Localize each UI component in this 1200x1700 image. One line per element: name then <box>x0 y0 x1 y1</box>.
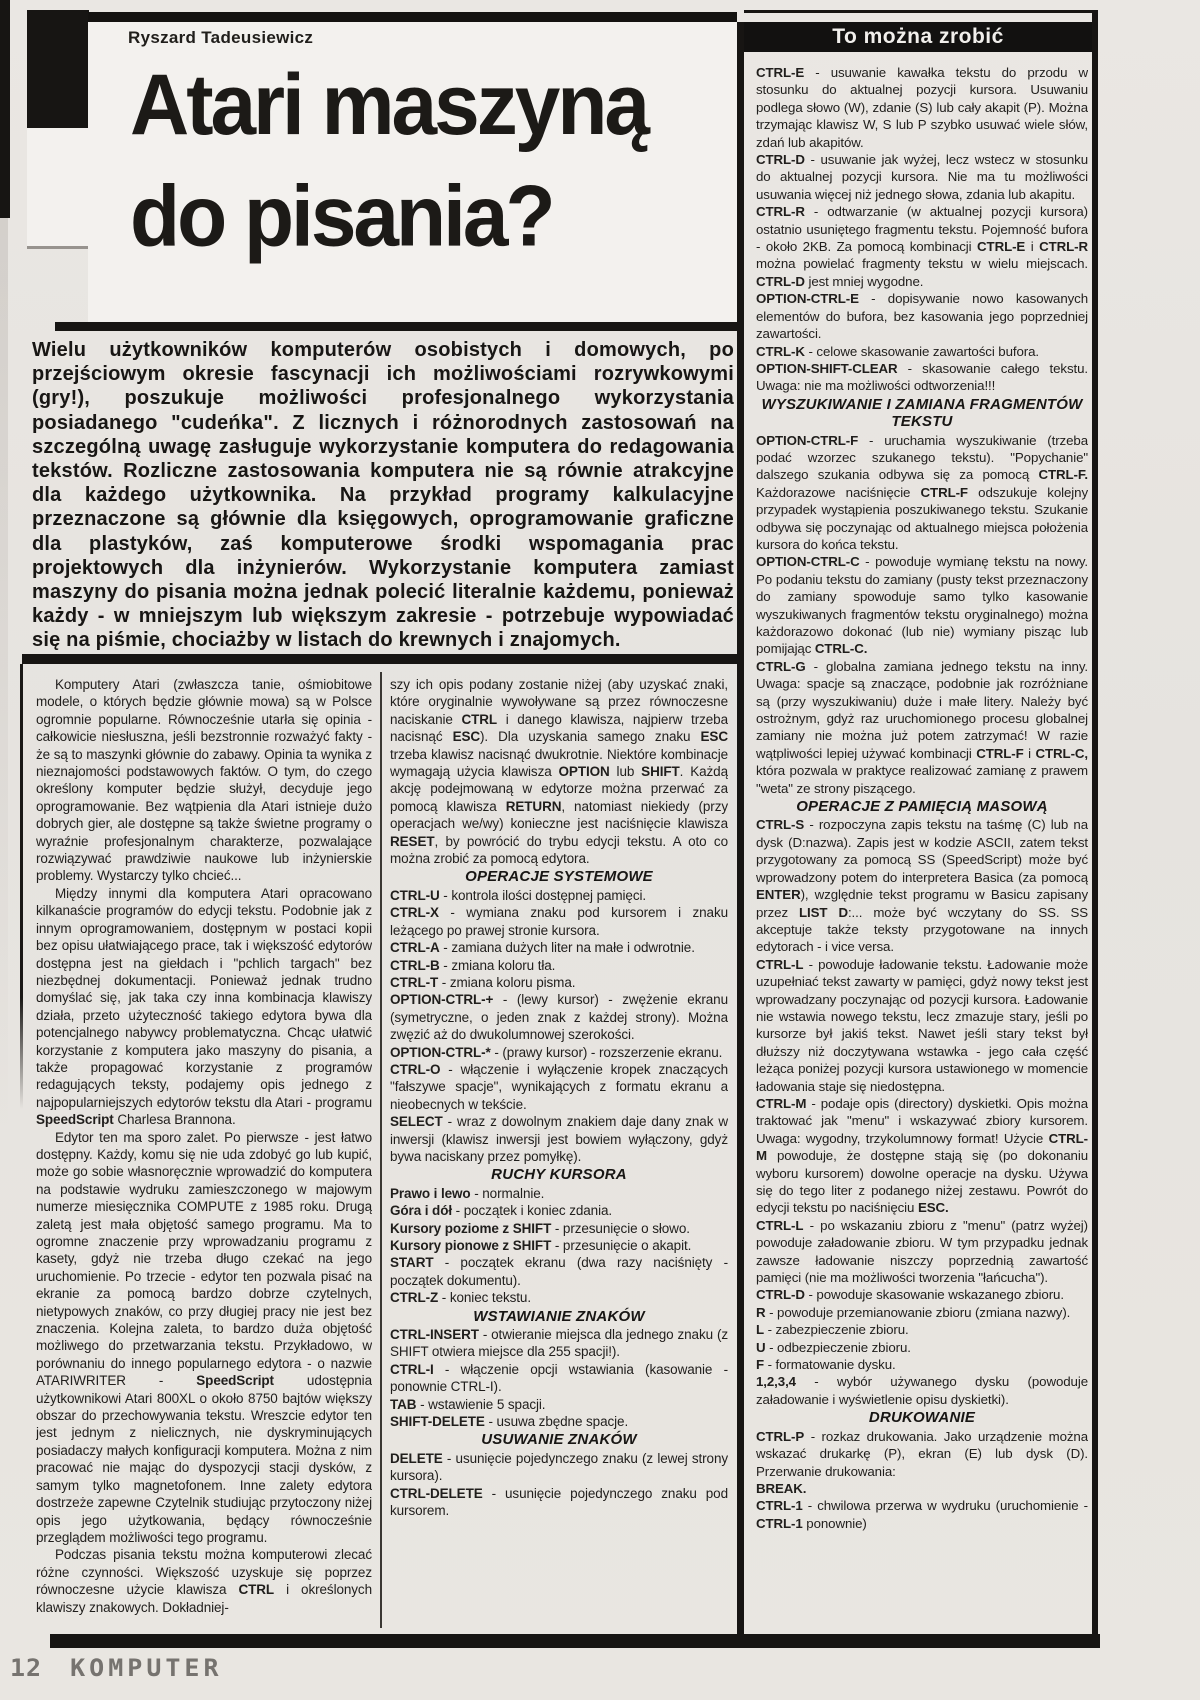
command-entry: CTRL-Z - koniec tekstu. <box>390 1290 531 1306</box>
command-entry: OPTION-CTRL-* - (prawy kursor) - rozszerzenie ekranu. <box>390 1044 723 1060</box>
command-entry: CTRL-1 - chwilowa przerwa w wydruku (uruchomienie - CTRL-1 ponownie) <box>756 1498 1088 1531</box>
command-key: CTRL-O <box>390 1061 441 1077</box>
command-entry: CTRL-D - powoduje skasowanie wskazanego zbioru. <box>756 1287 1064 1303</box>
sidebar-right-border <box>1092 10 1098 1636</box>
command-key: OPTION-CTRL-F <box>756 432 859 448</box>
paragraph: Edytor ten ma sporo zalet. Po pierwsze - jest łatwo dostępny. Każdy, komu się nie uda zdobyć go lub kupić, może go sobie własnoręcznie wprowadzić do komputera na podstawie wydruku zamieszczonego w majowym numerze miesięcznika COMPUTE z 1985 roku. Drugą zaletą jest mała objętość samego programu. Ma to ogromne znaczenie przy wprowadzaniu programu z kasety, gdyż nie trzeba długo czekać na jego uruchomienie. Po trzecie - edytor ten pozwala pisać na ekranie za pomocą bardzo dobrze czytelnych, nietypowych znaków, co przy długiej pracy nie jest bez znaczenia. Kolejna zaleta, to bardzo duża objętość możliwego do przetwarzania tekstu. Przykładowo, w porównaniu do innego popularnego edytora - o nazwie ATARIWRITER - SpeedScript udostępnia użytkownikowi Atari 800XL o około 8750 bajtów większy obszar do przechowywania tekstu. Wreszcie edytor ten jest jednym z nielicznych, nie dyskryminujących posiadaczy małych konfiguracji komputera. Można z nim pracować nie mając do dyspozycji stacji dysków, z samym tylko magnetofonem. Inne zalety edytora dostrzeże zapewne Czytelnik studiując przytoczony niżej opis jego użytkowania, będący równocześnie przeglądem możliwości tego programu. <box>36 1129 372 1545</box>
command-key: BREAK. <box>756 1480 807 1496</box>
command-entry: OPTION-CTRL-E - dopisywanie nowo kasowanych elementów do bufora, bez kasowania jego poprzedniej zawartości. <box>756 291 1088 342</box>
command-entry: CTRL-O - włączenie i wyłączenie kropek znaczących "fałszywe spacje", wynikających z formatu ekranu a nieobecnych w tekście. <box>390 1061 728 1112</box>
command-entry: CTRL-INSERT - otwieranie miejsca dla jednego znaku (z SHIFT otwiera miejsce dla 255 spacji!). <box>390 1327 728 1360</box>
command-entry: Kursory pionowe z SHIFT - przesunięcie o akapit. <box>390 1238 692 1253</box>
sidebar-left-border <box>737 22 744 1634</box>
command-key: Prawo i lewo <box>390 1185 471 1201</box>
command-entry: CTRL-X - wymiana znaku pod kursorem i znaku leżącego po prawej stronie kursora. <box>390 905 728 938</box>
command-entry: U - odbezpieczenie zbioru. <box>756 1339 911 1355</box>
command-key: CTRL-L <box>756 956 804 972</box>
command-entry: CTRL-S - rozpoczyna zapis tekstu na taśmę (C) lub na dysk (D:nazwa). Zapis jest w kodzie ASCII, zatem tekst przygotowany za pomocą SS (SpeedScript) może być wprowadzony potem do interpretera Basica (za pomocą ENTER), względnie tekst programu w Basicu zapisany przez LIST D:... może być wczytany do SS. SS akceptuje także teksty przygotowane na innych edytorach - i vice versa. <box>756 817 1088 955</box>
command-entry: CTRL-D - usuwanie jak wyżej, lecz wstecz w stosunku do aktualnej pozycji kursora. Nie ma tu możliwości usuwania więcej niż jednego słowa, zdania lub akapitu. <box>756 152 1088 202</box>
sidebar-header: To można zrobić <box>744 22 1092 52</box>
command-key: CTRL-T <box>390 974 439 990</box>
command-key: CTRL-INSERT <box>390 1327 479 1343</box>
command-entry: OPTION-CTRL-+ - (lewy kursor) - zwężenie ekranu (symetryczne, o jeden znak z każdej strony). Można zwęzić aż do dwukolumnowej szerokości. <box>390 992 728 1043</box>
command-entry: CTRL-P - rozkaz drukowania. Jako urządzenie można wskazać drukarkę (P), ekran (E) lub dysk (D). Przerwanie drukowania: <box>756 1428 1088 1479</box>
command-key: Kursory pionowe z SHIFT <box>390 1238 552 1253</box>
left-edge-shadow <box>0 218 8 1298</box>
command-key: CTRL-DELETE <box>390 1485 483 1501</box>
command-key: CTRL-G <box>756 658 806 674</box>
command-key: SHIFT-DELETE <box>390 1414 485 1430</box>
command-key: CTRL-S <box>756 817 805 833</box>
command-key: CTRL-Z <box>390 1290 439 1306</box>
column-divider <box>380 672 382 1628</box>
command-entry: CTRL-DELETE - usunięcie pojedynczego znaku pod kursorem. <box>390 1485 728 1519</box>
command-key: OPTION-CTRL-C <box>756 554 860 570</box>
section-heading: USUWANIE ZNAKÓW <box>481 1431 637 1449</box>
command-key: SELECT <box>390 1114 443 1130</box>
command-entry: CTRL-U - kontrola ilości dostępnej pamięci. <box>390 887 647 903</box>
command-entry: CTRL-T - zmiana koloru pisma. <box>390 974 576 990</box>
command-key: CTRL-1 <box>756 1498 803 1514</box>
command-key: CTRL-L <box>756 1217 804 1233</box>
command-key: R <box>756 1304 766 1320</box>
command-key: CTRL-K <box>756 343 805 359</box>
magazine-logo: KOMPUTER <box>70 1654 223 1682</box>
article-column-left <box>36 676 372 1628</box>
command-key: DELETE <box>390 1450 443 1466</box>
paragraph: Podczas pisania tekstu można komputerowi zlecać różne czynności. Większość uzyskuje się poprzez równoczesne użycie klawisza CTRL i określonych klawiszy znakowych. Dokładniej- <box>36 1547 372 1615</box>
command-entry: CTRL-M - podaje opis (directory) dyskietki. Opis można traktować jak "menu" i wskazywać zbiory kursorem. Uwaga: wygodny, trzykolumnowy format! Użycie CTRL-M powoduje, że dostępne stają się (po dokonaniu wyboru kursorem) dowolne operacje na dysku. Używa się do tego liter z podanego niżej zestawu. Powrót do edycji tekstu po naciśnięciu ESC. <box>756 1095 1088 1216</box>
command-entry: DELETE - usunięcie pojedynczego znaku (z lewej strony kursora). <box>390 1450 728 1484</box>
command-key: CTRL-E <box>756 65 805 80</box>
author-byline: Ryszard Tadeusiewicz <box>128 28 314 47</box>
command-entry: OPTION-CTRL-C - powoduje wymianę tekstu na nowy. Po podaniu tekstu do zamiany (pusty tekst przeznaczony do zamiany spowoduje samo tylko kasowanie wyszukiwanych fragmentów tekstu oryginalnego) można każdorazowo dokonać (lub nie) wymiany pisząc lub pomijając CTRL-C. <box>756 554 1088 657</box>
bottom-rule <box>50 1634 1100 1648</box>
command-entry: F - formatowanie dysku. <box>756 1357 896 1373</box>
command-entry: SELECT - wraz z dowolnym znakiem daje dany znak w inwersji (klawisz inwersji jest bowiem wyłączony, gdyż bywa naciskany przez pomyłkę). <box>390 1114 728 1164</box>
sidebar-top-rule <box>744 10 1098 13</box>
section-heading: DRUKOWANIE <box>868 1409 976 1427</box>
command-key: U <box>756 1339 766 1355</box>
command-entry: OPTION-SHIFT-CLEAR - skasowanie całego tekstu. Uwaga: nie ma możliwości odtworzenia!!! <box>756 360 1088 394</box>
page-footer <box>10 1654 223 1682</box>
command-entry: CTRL-G - globalna zamiana jednego tekstu na inny. Uwaga: spacje są znaczące, podobnie jak rozróżniane są (przy wyszukiwaniu) duże i małe litery. Należy być ostrożnym, gdyż raz uruchomionego procesu globalnej zamiany nie można już potem zatrzymać! W razie wątpliwości lepiej używać kombinacji CTRL-F i CTRL-C, która pozwala w praktyce realizować zamianę z prawem "weta" ze strony piszącego. <box>756 658 1088 796</box>
section-heading: WSTAWIANIE ZNAKÓW <box>473 1307 645 1325</box>
command-key: START <box>390 1255 434 1271</box>
sidebar-column <box>756 64 1088 1630</box>
command-entry: Góra i dół - początek i koniec zdania. <box>390 1203 613 1219</box>
command-entry: OPTION-CTRL-F - uruchamia wyszukiwanie (trzeba podać wzorzec szukanego tekstu). "Popychanie" dalszego szukania odbywa się za pomocą CTRL-F. Każdorazowe naciśnięcie CTRL-F odszukuje kolejny przypadek wystąpienia poszukiwanego tekstu. Szukanie odbywa się poczynając od aktualnego miejsca położenia kursora do końca tekstu. <box>756 432 1088 552</box>
body-left-rule <box>20 664 23 1109</box>
command-key: CTRL-R <box>756 204 805 220</box>
paragraph: szy ich opis podany zostanie niżej (aby uzyskać znaki, które oryginalnie wywoływane są przez równoczesne naciskanie CTRL i danego klawisza, najpierw trzeba nacisnąć ESC). Dla uzyskania samego znaku ESC trzeba klawisz nacisnąć dwukrotnie. Niektóre kombinacje wymagają użycia klawisza OPTION lub SHIFT. Każdą akcję podejmowaną w edytorze można przerwać za pomocą klawisza RETURN, natomiast niekiedy (przy operacjach we/wy) konieczne jest naciśnięcie klawisza RESET, by powrócić do trybu edycji tekstu. A oto co można zrobić za pomocą edytora. <box>390 677 728 867</box>
command-key: CTRL-A <box>390 940 440 956</box>
section-heading: OPERACJE Z PAMIĘCIĄ MASOWĄ <box>796 798 1048 816</box>
command-entry: START - początek ekranu (dwa razy naciśnięty - początek dokumentu). <box>390 1255 728 1288</box>
section-heading: RUCHY KURSORA <box>491 1166 627 1184</box>
command-key: OPTION-CTRL-* <box>390 1044 491 1060</box>
command-entry: CTRL-B - zmiana koloru tła. <box>390 957 556 973</box>
command-key: CTRL-D <box>756 152 805 168</box>
title-top-bar <box>88 12 737 22</box>
article-lead: Wielu użytkowników komputerów osobistych i domowych, po przejściowym okresie fascynacji ich możliwościami rozrywkowymi (gry!), poszukuje możliwości profesjonalnego wykorzystania posiadanego "cudeńka". Z licznych i różnorodnych zastosowań na szczególną uwagę zasługuje wykorzystanie komputera do redagowania tekstów. Rozliczne zastosowania komputera nie są równie atrakcyjne dla każdego użytkownika. Na przykład programy kalkulacyjne przeznaczone są głównie dla księgowych, oprogramowanie graficzne dla plastyków, zaś komputerowe środki wspomagania prac projektowych dla inżynierów. Wykorzystanie komputera zamiast maszyny do pisania można jednak polecić literalnie każdemu, ponieważ każdy - w mniejszym lub większym zakresie - potrzebuje wypowiadać się na piśmie, chociażby w listach do krewnych i znajomych. <box>32 339 734 652</box>
command-key: Kursory poziome z SHIFT <box>390 1220 552 1236</box>
command-entry: L - zabezpieczenie zbioru. <box>756 1322 909 1338</box>
command-entry: CTRL-L - po wskazaniu zbioru z "menu" (patrz wyżej) powoduje załadowanie zbioru. W tym przypadku jednak zawsze ładowanie niszczy poprzednią zawartość pamięci (nie ma możliwości tworzenia "łańcucha"). <box>756 1217 1088 1286</box>
paragraph: Komputery Atari (zwłaszcza tanie, ośmiobitowe modele, o których będzie głównie mowa) są w Polsce ogromnie popularne. Równocześnie utarła się opinia - całkowicie niesłuszna, jeśli bezstronnie rozważyć fakty - że są to maszynki głównie do zabawy. Opinia ta wynika z nieznajomości podstawowych faktów. O tym, do czego określony komputer będzie służył, decyduje jego oprogramowanie. Bez wątpienia dla Atari istnieje dużo dobrych gier, ale dostępne są także świetne programy o wyraźnie profesjonalnym charakterze, pozwalające rozwiązywać prawdziwie naukowe lub inżynierskie problemy. Wystarczy tylko chcieć... <box>36 677 372 884</box>
command-key: CTRL-X <box>390 905 439 921</box>
section-heading: OPERACJE SYSTEMOWE <box>465 868 653 886</box>
left-edge-bar <box>0 0 10 218</box>
command-key: 1,2,3,4 <box>756 1374 796 1390</box>
command-entry: Kursory poziome z SHIFT - przesunięcie o słowo. <box>390 1220 690 1236</box>
command-entry: TAB - wstawienie 5 spacji. <box>390 1396 546 1412</box>
paragraph: Między innymi dla komputera Atari opracowano kilkanaście programów do edycji tekstu. Podobnie jak z innym oprogramowaniem, dostępnym w postaci kopii bez opisu ułatwiającego prace, tak i większość edytorów dostępna jest na giełdach i "pchlich targach" bez niezbędnej dokumentacji. Ponieważ jednak trudno domyślać się, jak taka czy inna kombinacja klawiszy działa, przeto użyteczność takiego edytora bywa dla potencjalnego nabywcy problematyczna. Chcąc ułatwić korzystanie z komputera jako maszyny do pisania, a także propagować korzystanie z programów redagujących teksty, podajemy opis jednego z najpopularniejszych edytorów tekstu dla Atari - programu SpeedScript Charlesa Brannona. <box>36 885 372 1128</box>
command-key: OPTION-CTRL-+ <box>390 992 494 1008</box>
page-number: 12 <box>10 1654 43 1682</box>
command-key: L <box>756 1322 765 1338</box>
command-entry <box>756 1480 1088 1497</box>
command-entry: CTRL-I - włączenie opcji wstawiania (kasowanie - ponownie CTRL-I). <box>390 1361 728 1395</box>
command-entry: CTRL-K - celowe skasowanie zawartości bufora. <box>756 343 1039 359</box>
article-title-line1: Atari maszyną <box>130 57 648 153</box>
command-entry: 1,2,3,4 - wybór używanego dysku (powoduje załadowanie i wyświetlenie opisu dyskietki). <box>756 1374 1088 1407</box>
article-title-line2: do pisania? <box>130 168 553 265</box>
command-key: CTRL-M <box>756 1095 807 1111</box>
command-key: CTRL-U <box>390 887 440 903</box>
corner-black-block <box>27 10 89 128</box>
command-key: Góra i dół <box>390 1203 453 1219</box>
command-key: F <box>756 1357 765 1373</box>
command-entry: CTRL-E - usuwanie kawałka tekstu do przodu w stosunku do aktualnej pozycji kursora. Usuwaniu podlega słowo (W), zdanie (S) lub cały akapit (P). Można trzymając klawisz W, S lub P szybko usuwać wiele słów, zdań lub akapitów. <box>756 65 1088 150</box>
command-key: CTRL-B <box>390 957 440 973</box>
command-key: CTRL-I <box>390 1361 434 1377</box>
command-entry: SHIFT-DELETE - usuwa zbędne spacje. <box>390 1414 629 1430</box>
command-key: CTRL-P <box>756 1428 805 1444</box>
command-entry: CTRL-R - odtwarzanie (w aktualnej pozycji kursora) ostatnio usuniętego fragmentu tekstu. Pojemność bufora - około 2KB. Za pomocą kombinacji CTRL-E i CTRL-R można powielać fragmenty tekstu w wielu miejscach. CTRL-D jest mniej wygodne. <box>756 204 1088 289</box>
command-entry: R - powoduje przemianowanie zbioru (zmiana nazwy). <box>756 1304 1071 1320</box>
command-entry: CTRL-L - powoduje ładowanie tekstu. Ładowanie może uzupełniać tekst zawarty w pamięci, gdyż nowy tekst jest wprowadzany poczynając od pozycji kursora. Ładowanie nie wstawia nowego tekstu, lecz zmazuje stary, jeśli po kursorze był jakiś tekst. Nawet jeśli stary tekst był dłuższy niż doczytywana wstawka - jego cała część leżąca poniżej pozycji kursora ustawionego w momencie ładowania staje się niedostępna. <box>756 956 1088 1094</box>
command-key: OPTION-SHIFT-CLEAR <box>756 360 898 376</box>
rule-under-title <box>55 322 737 331</box>
article-column-middle <box>390 676 728 1628</box>
rule-under-intro <box>22 654 737 664</box>
command-entry: Prawo i lewo - normalnie. <box>390 1185 545 1201</box>
section-heading: WYSZUKIWANIE I ZAMIANA FRAGMENTÓW TEKSTU <box>761 395 1083 431</box>
command-key: TAB <box>390 1396 417 1412</box>
corner-white-strip <box>27 128 89 249</box>
command-key: OPTION-CTRL-E <box>756 291 859 307</box>
article-title <box>130 50 647 273</box>
command-key: CTRL-D <box>756 1287 805 1303</box>
command-entry: CTRL-A - zamiana dużych liter na małe i odwrotnie. <box>390 940 695 956</box>
